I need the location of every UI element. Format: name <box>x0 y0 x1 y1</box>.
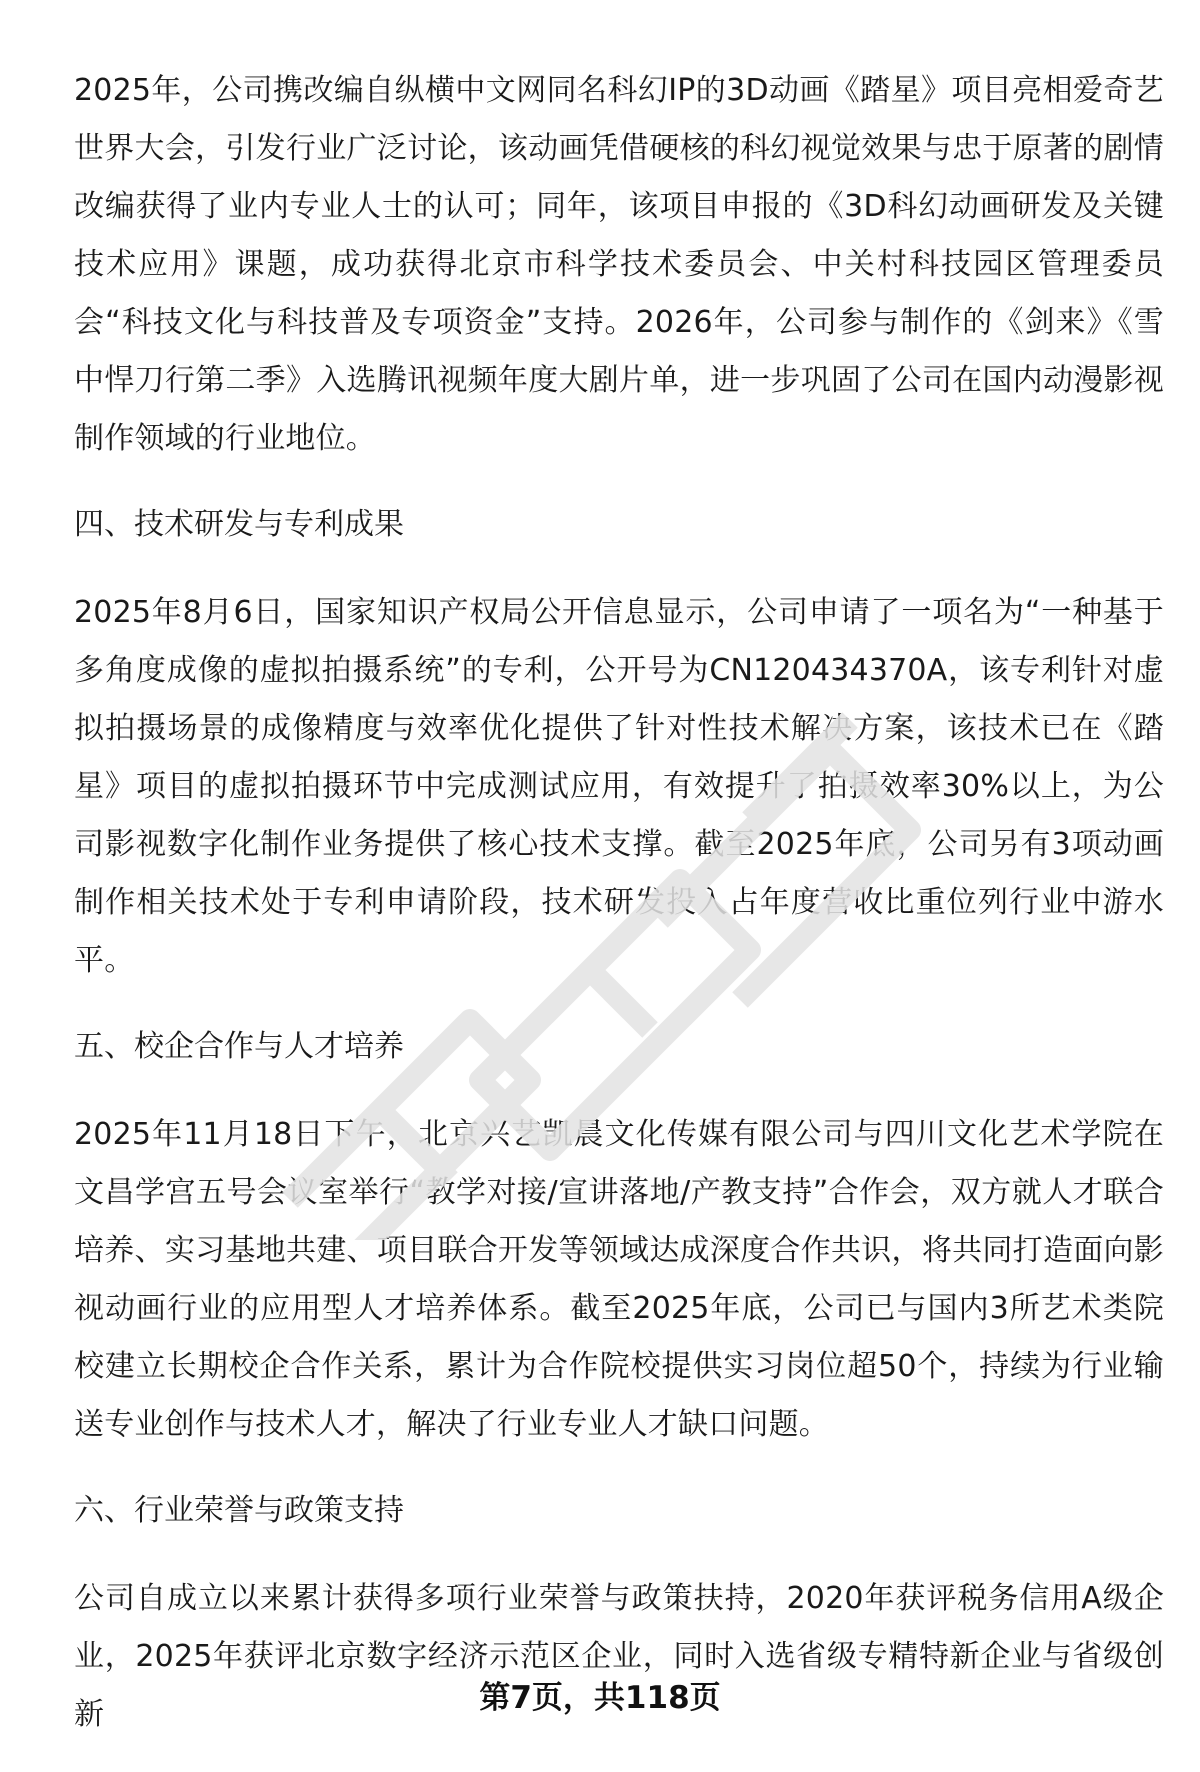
paragraph-project-honors: 2025年，公司携改编自纵横中文网同名科幻IP的3D动画《踏星》项目亮相爱奇艺世界大会，引发行业广泛讨论，该动画凭借硬核的科幻视觉效果与忠于原著的剧情改编获得了业内专业人士的认可；同年，该项目申报的《3D科幻动画研发及关键技术应用》课题，成功获得北京市科学技术委员会、中关村科技园区管理委员会“科技文化与科技普及专项资金”支持。2026年，公司参与制作的《剑来》《雪中悍刀行第二季》入选腾讯视频年度大剧片单，进一步巩固了公司在国内动漫影视制作领域的行业地位。 <box>74 73 1164 456</box>
paragraph-honors: 公司自成立以来累计获得多项行业荣誉与政策扶持，2020年获评税务信用A级企业，2025年获评北京数字经济示范区企业，同时入选省级专精特新企业与省级创新 <box>74 1581 1164 1732</box>
document-body <box>74 62 1164 1772</box>
paragraph-patent: 2025年8月6日，国家知识产权局公开信息显示，公司申请了一项名为“一种基于多角度成像的虚拟拍摄系统”的专利，公开号为CN120434370A，该专利针对虚拟拍摄场景的成像精度与效率优化提供了针对性技术解决方案，该技术已在《踏星》项目的虚拟拍摄环节中完成测试应用，有效提升了拍摄效率30%以上，为公司影视数字化制作业务提供了核心技术支撑。截至2025年底，公司另有3项动画制作相关技术处于专利申请阶段，技术研发投入占年度营收比重位列行业中游水平。 <box>74 595 1165 978</box>
paragraph-school-cooperation: 2025年11月18日下午，北京兴艺凯晨文化传媒有限公司与四川文化艺术学院在文昌学宫五号会议室举行“教学对接/宣讲落地/产教支持”合作会，双方就人才联合培养、实习基地共建、项目联合开发等领域达成深度合作共识，将共同打造面向影视动画行业的应用型人才培养体系。截至2025年底，公司已与国内3所艺术类院校建立长期校企合作关系，累计为合作院校提供实习岗位超50个，持续为行业输送专业创作与技术人才，解决了行业专业人才缺口问题。 <box>74 1117 1164 1442</box>
section-heading-school-cooperation: 五、校企合作与人才培养 <box>74 1029 404 1064</box>
page-footer: 第7页，共118页 <box>479 1680 721 1716</box>
section-heading-honors-policy: 六、行业荣誉与政策支持 <box>74 1493 404 1528</box>
section-heading-rd-patents: 四、技术研发与专利成果 <box>74 507 404 542</box>
